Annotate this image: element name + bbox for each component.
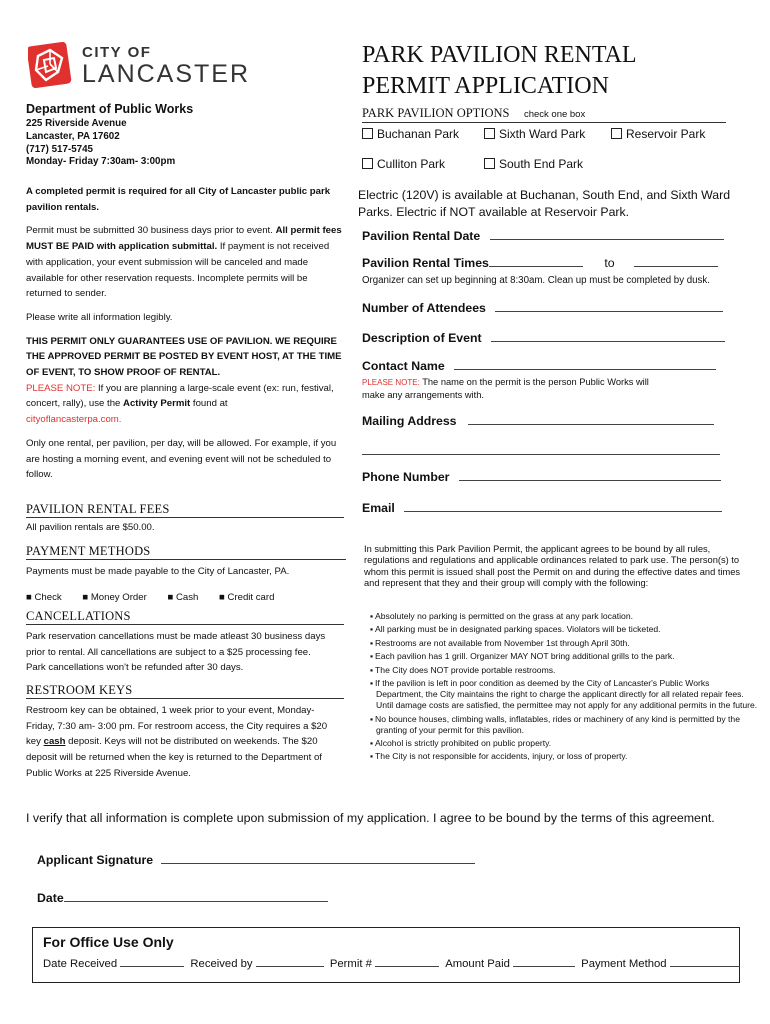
restroom-text: Restroom key can be obtained, 1 week prior to your event, Monday- Friday, 7:30 am- 3:00 pm. For restroom access, the City requires a $20 key cash deposit. Keys will not be distributed on weekends. The $20 deposit will be returned when the key is returned to the Department of Public Works at 225 Riverside Avenue.: [26, 705, 328, 779]
description-row: Description of Event: [362, 331, 725, 345]
rule-item: ▪ If the pavilion is left in poor condition as deemed by the City of Lancaster's Public Works Department, the City maintains the right to charge the applicant directly for all related repair fees. Until damage costs are satisfied, the permittee may not apply for any additional permits in the future.: [368, 678, 758, 711]
rule-item: ▪ No bounce houses, climbing walls, inflatables, rides or machinery of any kind is permitted by the granting of your permit for this pavilion.: [368, 714, 758, 736]
submit-text: Permit must be submitted 30 business days prior to event. All permit fees MUST BE PAID with application submittal. If payment is not received with application, your event submission will be canceled and made available for other reservation requests. Incomplete permits will be returned to sender.: [26, 225, 342, 300]
phone-input[interactable]: [459, 480, 721, 481]
contact-note: PLEASE NOTE: The name on the permit is the person Public Works will make any arrangements with.: [362, 377, 649, 400]
cancellations-section: [26, 609, 344, 676]
title-line-1: PARK PAVILION RENTAL: [362, 42, 637, 68]
pay-check: ■ Check: [26, 591, 62, 603]
signature-row: Applicant Signature: [37, 853, 475, 867]
cancellations-text-2: Park cancellations won't be refunded after 30 days.: [26, 662, 244, 674]
rental-times-row: Pavilion Rental Times to: [362, 256, 732, 270]
setup-text: Organizer can set up beginning at 8:30am. Clean up must be completed by dusk.: [362, 275, 710, 286]
logo-city-of: CITY OF: [82, 44, 152, 61]
verify-text: I verify that all information is complete upon submission of my application. I agree to be bound by the terms of this agreement.: [26, 811, 715, 825]
mailing-input-line-2[interactable]: [362, 442, 720, 455]
checkbox[interactable]: [611, 128, 622, 139]
checkbox[interactable]: [362, 158, 373, 169]
rule-item: ▪ Alcohol is strictly prohibited on public property.: [368, 738, 758, 749]
cancellations-heading: CANCELLATIONS: [26, 609, 344, 625]
left-column: [26, 184, 344, 483]
fees-section: [26, 502, 344, 536]
office-amount-paid: Amount Paid: [445, 958, 575, 970]
attendees-input[interactable]: [495, 311, 723, 312]
park-option-south-end[interactable]: South End Park: [484, 157, 583, 171]
options-heading: PARK PAVILION OPTIONS: [362, 106, 510, 120]
page-title: [362, 40, 637, 102]
checkbox[interactable]: [362, 128, 373, 139]
park-option-buchanan[interactable]: Buchanan Park: [362, 127, 459, 141]
fees-heading: PAVILION RENTAL FEES: [26, 502, 344, 518]
restroom-heading: RESTROOM KEYS: [26, 683, 344, 699]
phone-row: Phone Number: [362, 470, 721, 484]
required-text: A completed permit is required for all City of Lancaster public park pavilion rentals.: [26, 186, 331, 213]
city-logo: [28, 42, 251, 92]
rule-item: ▪ Absolutely no parking is permitted on the grass at any park location.: [368, 611, 758, 622]
options-hint: check one box: [523, 109, 586, 120]
one-rental-text: Only one rental, per pavilion, per day, will be allowed. For example, if you are hosting a morning event, and evening event will not be scheduled to follow.: [26, 437, 337, 481]
agreement-text: In submitting this Park Pavilion Permit, the applicant agrees to be bound by all rules, regulations and regulations and applicable ordinances related to park use. The person(s) to whom this permit is issued shall post the Permit on and during the effective dates and times and represent that they and their group will comply with the following:: [364, 544, 741, 589]
date-input[interactable]: [64, 901, 328, 902]
rental-end-input[interactable]: [634, 266, 718, 267]
cancellations-text: Park reservation cancellations must be made atleast 30 business days prior to rental. All cancellations are subject to a $25 processing fee.: [26, 631, 326, 658]
pay-money-order: ■ Money Order: [82, 591, 147, 603]
rule-item: ▪ The City is not responsible for accidents, injury, or loss of property.: [368, 751, 758, 762]
rental-date-input[interactable]: [490, 239, 724, 240]
dept-city: Lancaster, PA 17602: [26, 130, 120, 142]
rule-item: ▪ All parking must be in designated parking spaces. Violators will be ticketed.: [368, 624, 758, 635]
office-payment-method: Payment Method: [581, 958, 740, 970]
dept-phone: (717) 517-5745: [26, 143, 93, 155]
rules-list-container: [368, 611, 758, 765]
checkbox[interactable]: [484, 158, 495, 169]
mailing-row: Mailing Address: [362, 414, 714, 428]
office-permit-number: Permit #: [330, 958, 439, 970]
attendees-row: Number of Attendees: [362, 301, 723, 315]
logo-lancaster: LANCASTER: [82, 60, 251, 88]
payment-methods: [26, 590, 346, 606]
signature-input[interactable]: [161, 863, 475, 864]
payment-heading: PAYMENT METHODS: [26, 544, 346, 560]
office-use-box: [32, 927, 740, 983]
park-option-sixth-ward[interactable]: Sixth Ward Park: [484, 127, 585, 141]
email-input[interactable]: [404, 511, 722, 512]
rule-item: ▪ Restrooms are not available from November 1st through April 30th.: [368, 638, 758, 649]
fees-text: All pavilion rentals are $50.00.: [26, 522, 155, 533]
email-row: Email: [362, 501, 722, 515]
checkbox[interactable]: [484, 128, 495, 139]
date-row: Date: [37, 891, 328, 905]
mailing-input[interactable]: [468, 424, 714, 425]
office-received-by: Received by: [190, 958, 323, 970]
dept-hours: Monday- Friday 7:30am- 3:00pm: [26, 156, 176, 168]
description-input[interactable]: [491, 341, 725, 342]
park-option-culliton[interactable]: Culliton Park: [362, 157, 445, 171]
contact-row: Contact Name: [362, 359, 716, 373]
rule-item: ▪ The City does NOT provide portable restrooms.: [368, 665, 758, 676]
office-use-title: For Office Use Only: [43, 934, 174, 950]
contact-input[interactable]: [454, 369, 716, 370]
electric-text: Electric (120V) is available at Buchanan, South End, and Sixth Ward Parks. Electric if NOT available at Reservoir Park.: [358, 188, 731, 219]
office-fields: [43, 958, 740, 970]
department-info: [26, 102, 346, 169]
activity-note: PLEASE NOTE: If you are planning a large-scale event (ex: run, festival, concert, rally), use the Activity Permit found at cityoflancasterpa.com.: [26, 382, 334, 426]
rules-list: [368, 611, 758, 763]
pay-cash: ■ Cash: [167, 591, 199, 603]
dept-address: 225 Riverside Avenue: [26, 118, 127, 129]
legibly-text: Please write all information legibly.: [26, 311, 173, 323]
payment-text: Payments must be made payable to the City of Lancaster, PA.: [26, 566, 290, 577]
title-line-2: PERMIT APPLICATION: [362, 73, 609, 99]
dept-name: Department of Public Works: [26, 102, 194, 116]
rental-date-row: Pavilion Rental Date: [362, 229, 722, 243]
rule-item: ▪ Each pavilion has 1 grill. Organizer MAY NOT bring additional grills to the park.: [368, 651, 758, 662]
office-date-received: Date Received: [43, 958, 184, 970]
restroom-section: [26, 683, 344, 782]
website-link[interactable]: cityoflancasterpa.com.: [26, 414, 122, 426]
rose-logo-icon: [28, 42, 74, 90]
pay-credit-card: ■ Credit card: [219, 591, 275, 603]
guarantee-text: THIS PERMIT ONLY GUARANTEES USE OF PAVILION. WE REQUIRE THE APPROVED PERMIT BE POSTED BY EVENT HOST, AT THE TIME OF EVENT, TO SHOW PROOF OF RENTAL.: [26, 335, 342, 379]
payment-section: [26, 544, 346, 605]
park-option-reservoir[interactable]: Reservoir Park: [611, 127, 705, 141]
options-heading-row: [362, 104, 726, 123]
rental-start-input[interactable]: [489, 266, 583, 267]
